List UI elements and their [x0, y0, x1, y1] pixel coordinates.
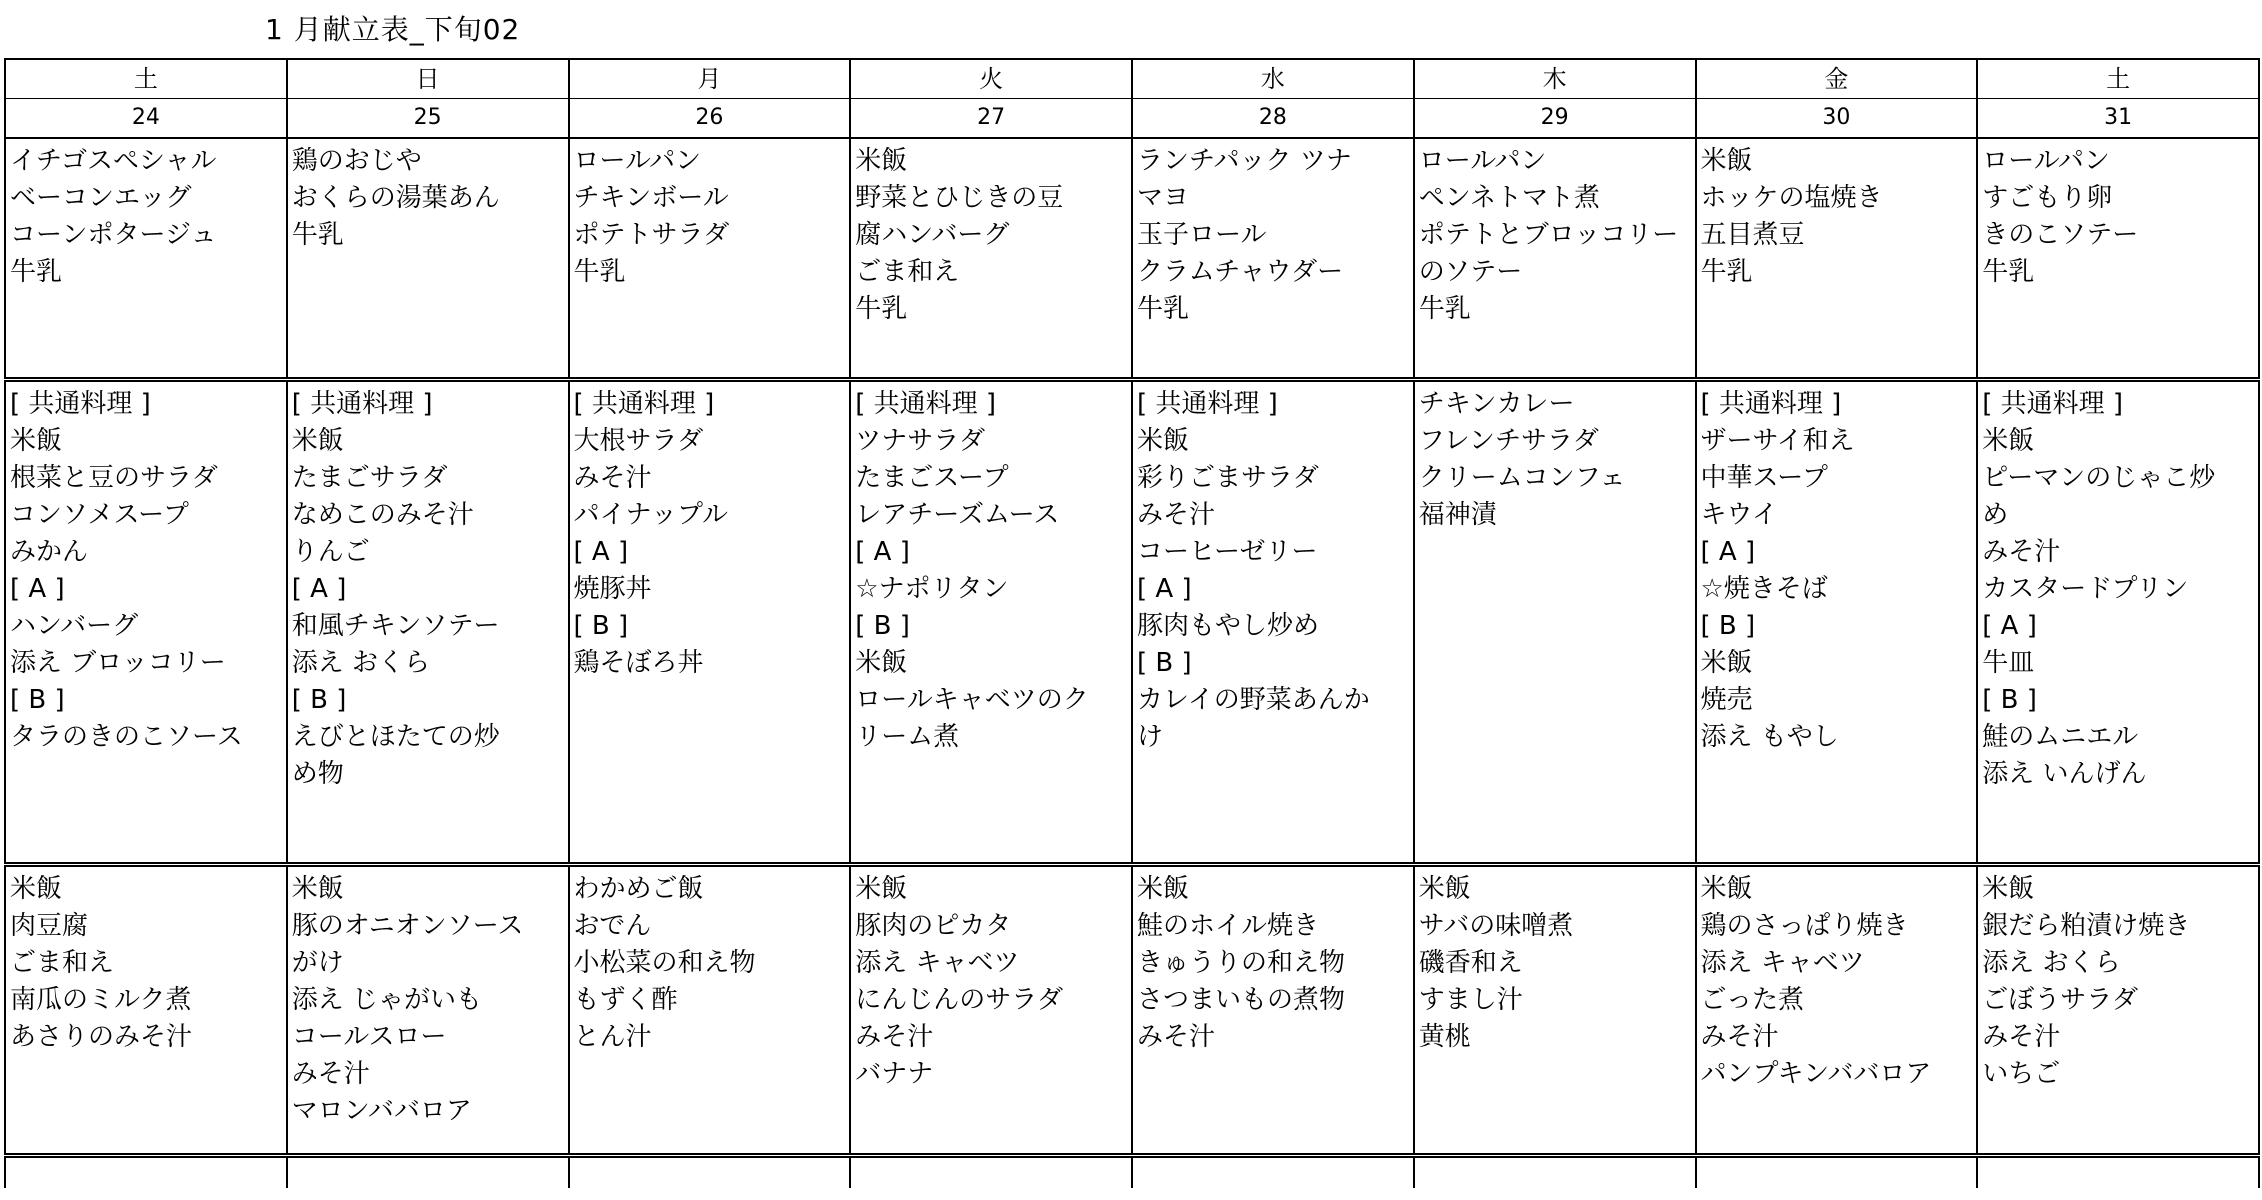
- menu-item: [ 共通料理 ]: [1137, 389, 1278, 419]
- menu-item: 米飯: [1137, 426, 1190, 456]
- menu-item: [ 共通料理 ]: [1982, 389, 2124, 419]
- menu-item: おくらの湯葉あん: [291, 183, 500, 213]
- menu-item: たまごスープ: [855, 463, 1009, 493]
- menu-item: コンソメスープ: [10, 500, 189, 530]
- menu-item: 添え いんげん: [1982, 759, 2147, 789]
- menu-item: ロールパン: [573, 146, 702, 176]
- menu-item: チキンカレー: [1418, 389, 1575, 419]
- menu-item: がけ: [291, 948, 344, 978]
- weekday-row: [5, 59, 2259, 99]
- menu-item: 五目煮豆: [1700, 220, 1805, 250]
- lunch-menu-cell: [1132, 380, 1414, 865]
- date-cell: 30: [1696, 99, 1978, 139]
- menu-item: ハンバーグ: [10, 611, 139, 641]
- dinner-row: [5, 865, 2259, 1156]
- menu-item: 牛乳: [1418, 294, 1471, 324]
- empty-cell: [1414, 1156, 1696, 1189]
- dinner-menu-cell: [5, 865, 287, 1156]
- menu-item: [ A ]: [10, 574, 65, 604]
- breakfast-menu-cell: [5, 138, 287, 380]
- menu-item: にんじんのサラダ: [855, 985, 1063, 1015]
- menu-item: とん汁: [573, 1022, 652, 1052]
- menu-item: ツナサラダ: [855, 426, 985, 456]
- menu-item: チキンボール: [573, 183, 729, 213]
- menu-item: [ 共通料理 ]: [10, 389, 151, 419]
- menu-item: わかめご飯: [573, 874, 704, 904]
- menu-item: [ 共通料理 ]: [573, 389, 715, 419]
- menu-item: 南瓜のミルク煮: [10, 985, 192, 1015]
- menu-item: みかん: [10, 537, 89, 567]
- menu-item: 米飯: [291, 874, 344, 904]
- menu-item: [ B ]: [1700, 611, 1756, 641]
- menu-item: 牛乳: [573, 257, 626, 287]
- lunch-menu-cell: [1977, 380, 2259, 865]
- menu-item: なめこのみそ汁: [291, 500, 474, 530]
- menu-item: えびとほたての炒: [291, 722, 500, 752]
- menu-item: [ A ]: [1700, 537, 1756, 567]
- menu-item: 大根サラダ: [573, 426, 704, 456]
- menu-item: 牛乳: [855, 294, 908, 324]
- breakfast-menu-cell: [1977, 138, 2259, 380]
- menu-item: ペンネトマト煮: [1418, 183, 1600, 213]
- menu-item: カスタードプリン: [1982, 574, 2189, 604]
- menu-item: 添え もやし: [1700, 722, 1839, 752]
- dinner-menu-cell: [287, 865, 569, 1156]
- menu-item: 添え じゃがいも: [291, 985, 483, 1015]
- menu-item: 牛乳: [1137, 294, 1190, 324]
- menu-item: [ 共通料理 ]: [1700, 389, 1842, 419]
- lunch-menu-cell: [1414, 380, 1696, 865]
- empty-cell: [5, 1156, 287, 1189]
- menu-item: すまし汁: [1418, 985, 1523, 1015]
- dinner-menu-cell: [850, 865, 1132, 1156]
- menu-item: ごった煮: [1700, 985, 1804, 1015]
- date-cell: 27: [850, 99, 1132, 139]
- menu-item: サバの味噌煮: [1418, 911, 1574, 941]
- menu-item: フレンチサラダ: [1418, 426, 1599, 456]
- date-cell: 26: [569, 99, 851, 139]
- menu-item: きのこソテー: [1982, 220, 2139, 250]
- menu-item: 鶏のさっぱり焼き: [1700, 911, 1909, 941]
- menu-item: 鶏そぼろ丼: [573, 648, 704, 678]
- breakfast-menu-cell: [1696, 138, 1978, 380]
- date-cell: 25: [287, 99, 569, 139]
- empty-cell: [1132, 1156, 1414, 1189]
- menu-item: みそ汁: [855, 1022, 934, 1052]
- weekday-cell: 土: [5, 59, 287, 99]
- menu-item: ベーコンエッグ: [10, 183, 192, 213]
- lunch-menu-cell: [287, 380, 569, 865]
- menu-item: [ A ]: [573, 537, 629, 567]
- menu-item: パンプキンババロア: [1700, 1059, 1932, 1089]
- menu-item: マロンババロア: [291, 1096, 472, 1126]
- menu-item: のソテー: [1418, 257, 1523, 287]
- weekday-cell: 月: [569, 59, 851, 99]
- empty-cell: [850, 1156, 1132, 1189]
- menu-item: さつまいもの煮物: [1137, 985, 1346, 1015]
- breakfast-menu-cell: [850, 138, 1132, 380]
- menu-item: 添え おくら: [291, 648, 431, 678]
- menu-item: め: [1982, 500, 2009, 530]
- menu-item: [ B ]: [573, 611, 629, 641]
- next-row-partial: [5, 1156, 2259, 1189]
- menu-item: 玉子ロール: [1137, 220, 1267, 250]
- menu-item: [ A ]: [1137, 574, 1192, 604]
- date-cell: 24: [5, 99, 287, 139]
- menu-item: いちご: [1982, 1059, 2061, 1089]
- breakfast-row: [5, 138, 2259, 380]
- menu-item: すごもり卵: [1982, 183, 2113, 213]
- menu-item: みそ汁: [1700, 1022, 1779, 1052]
- menu-item: みそ汁: [291, 1059, 370, 1089]
- menu-item: [ B ]: [291, 685, 347, 715]
- weekday-cell: 水: [1132, 59, 1414, 99]
- empty-cell: [1696, 1156, 1978, 1189]
- date-row: [5, 99, 2259, 139]
- menu-item: みそ汁: [1137, 1022, 1216, 1052]
- menu-item: 牛乳: [10, 257, 63, 287]
- menu-item: もずく酢: [573, 985, 678, 1015]
- menu-item: 米飯: [1137, 874, 1190, 904]
- menu-item: りんご: [291, 537, 370, 567]
- menu-item: ロールパン: [1418, 146, 1547, 176]
- menu-item: 牛乳: [291, 220, 344, 250]
- menu-item: クリームコンフェ: [1418, 463, 1626, 493]
- lunch-menu-cell: [5, 380, 287, 865]
- breakfast-menu-cell: [1414, 138, 1696, 380]
- menu-item: 牛乳: [1982, 257, 2035, 287]
- menu-item: コーンポタージュ: [10, 220, 217, 250]
- menu-item: 中華スープ: [1700, 463, 1828, 493]
- date-cell: 31: [1977, 99, 2259, 139]
- menu-item: 米飯: [855, 648, 908, 678]
- menu-item: みそ汁: [573, 463, 652, 493]
- menu-item: 豚のオニオンソース: [291, 911, 524, 941]
- menu-item: マヨ: [1137, 183, 1190, 213]
- menu-table: [4, 58, 2260, 1188]
- menu-item: 彩りごまサラダ: [1137, 463, 1319, 493]
- dinner-menu-cell: [1977, 865, 2259, 1156]
- menu-item: ☆焼きそば: [1700, 574, 1828, 604]
- menu-item: パイナップル: [573, 500, 728, 530]
- menu-item: バナナ: [855, 1059, 934, 1089]
- menu-item: クラムチャウダー: [1137, 257, 1344, 287]
- menu-item: 鶏のおじや: [291, 146, 422, 176]
- menu-item: [ B ]: [1982, 685, 2037, 715]
- weekday-cell: 火: [850, 59, 1132, 99]
- menu-item: 添え おくら: [1982, 948, 2121, 978]
- empty-cell: [287, 1156, 569, 1189]
- menu-item: カレイの野菜あんか: [1137, 685, 1370, 715]
- menu-item: 野菜とひじきの豆: [855, 183, 1064, 213]
- menu-item: おでん: [573, 911, 652, 941]
- lunch-row: [5, 380, 2259, 865]
- weekday-cell: 日: [287, 59, 569, 99]
- menu-item: ロールキャベツのク: [855, 685, 1089, 715]
- weekday-cell: 土: [1977, 59, 2259, 99]
- menu-item: [ A ]: [291, 574, 347, 604]
- menu-item: コールスロー: [291, 1022, 447, 1052]
- menu-item: ごま和え: [855, 257, 960, 287]
- menu-item: ロールパン: [1982, 146, 2110, 176]
- menu-item: 銀だら粕漬け焼き: [1982, 911, 2191, 941]
- menu-item: あさりのみそ汁: [10, 1022, 193, 1052]
- menu-item: レアチーズムース: [855, 500, 1060, 530]
- menu-item: コーヒーゼリー: [1137, 537, 1318, 567]
- empty-cell: [1977, 1156, 2259, 1189]
- menu-item: 米飯: [855, 146, 908, 176]
- menu-item: 米飯: [1700, 648, 1753, 678]
- menu-item: たまごサラダ: [291, 463, 448, 493]
- menu-item: 牛皿: [1982, 648, 2035, 678]
- menu-item: ピーマンのじゃこ炒: [1982, 463, 2216, 493]
- menu-item: 米飯: [10, 426, 63, 456]
- menu-item: [ 共通料理 ]: [291, 389, 433, 419]
- empty-cell: [569, 1156, 851, 1189]
- menu-item: 米飯: [10, 874, 63, 904]
- menu-item: [ A ]: [1982, 611, 2037, 641]
- menu-item: ザーサイ和え: [1700, 426, 1855, 456]
- menu-item: みそ汁: [1982, 1022, 2061, 1052]
- menu-item: みそ汁: [1137, 500, 1216, 530]
- menu-item: リーム煮: [855, 722, 960, 752]
- breakfast-menu-cell: [287, 138, 569, 380]
- dinner-menu-cell: [1414, 865, 1696, 1156]
- menu-item: 和風チキンソテー: [291, 611, 500, 641]
- menu-item: 磯香和え: [1418, 948, 1523, 978]
- menu-item: ☆ナポリタン: [855, 574, 1009, 604]
- menu-item: [ B ]: [10, 685, 65, 715]
- menu-item: 根菜と豆のサラダ: [10, 463, 218, 493]
- menu-item: 添え ブロッコリー: [10, 648, 226, 678]
- menu-item: 腐ハンバーグ: [855, 220, 1010, 250]
- lunch-menu-cell: [569, 380, 851, 865]
- menu-item: 小松菜の和え物: [573, 948, 756, 978]
- menu-item: 米飯: [1982, 874, 2035, 904]
- menu-item: 米飯: [1700, 146, 1753, 176]
- menu-item: 米飯: [855, 874, 908, 904]
- menu-item: 米飯: [1700, 874, 1753, 904]
- menu-item: け: [1137, 722, 1164, 752]
- menu-item: ランチパック ツナ: [1137, 146, 1352, 176]
- dinner-menu-cell: [569, 865, 851, 1156]
- menu-item: ホッケの塩焼き: [1700, 183, 1883, 213]
- date-cell: 28: [1132, 99, 1414, 139]
- weekday-cell: 木: [1414, 59, 1696, 99]
- menu-item: 福神漬: [1418, 500, 1497, 530]
- title-row: [0, 0, 2262, 60]
- menu-item: 牛乳: [1700, 257, 1753, 287]
- lunch-menu-cell: [1696, 380, 1978, 865]
- menu-item: ポテトとブロッコリー: [1418, 220, 1679, 250]
- menu-item: 添え キャベツ: [1700, 948, 1865, 978]
- menu-item: 焼売: [1700, 685, 1753, 715]
- menu-item: 豚肉のピカタ: [855, 911, 1012, 941]
- menu-item: 豚肉もやし炒め: [1137, 611, 1320, 641]
- menu-item: きゅうりの和え物: [1137, 948, 1346, 978]
- menu-item: 鮭のムニエル: [1982, 722, 2139, 752]
- menu-item: [ A ]: [855, 537, 910, 567]
- menu-item: タラのきのこソース: [10, 722, 243, 752]
- menu-item: キウイ: [1700, 500, 1778, 530]
- menu-item: 焼豚丼: [573, 574, 652, 604]
- menu-item: ポテトサラダ: [573, 220, 730, 250]
- date-cell: 29: [1414, 99, 1696, 139]
- menu-item: 米飯: [291, 426, 344, 456]
- menu-item: ごぼうサラダ: [1982, 985, 2138, 1015]
- weekday-cell: 金: [1696, 59, 1978, 99]
- menu-item: みそ汁: [1982, 537, 2061, 567]
- menu-item: [ B ]: [1137, 648, 1192, 678]
- menu-item: 肉豆腐: [10, 911, 89, 941]
- breakfast-menu-cell: [569, 138, 851, 380]
- page-title: 1 月献立表_下旬02: [265, 13, 521, 46]
- menu-item: [ B ]: [855, 611, 910, 641]
- menu-item: 米飯: [1982, 426, 2035, 456]
- menu-item: 米飯: [1418, 874, 1471, 904]
- lunch-menu-cell: [850, 380, 1132, 865]
- menu-item: め物: [291, 759, 344, 789]
- menu-item: ごま和え: [10, 948, 115, 978]
- menu-item: 黄桃: [1418, 1022, 1471, 1052]
- dinner-menu-cell: [1132, 865, 1414, 1156]
- menu-item: [ 共通料理 ]: [855, 389, 997, 419]
- breakfast-menu-cell: [1132, 138, 1414, 380]
- menu-item: 添え キャベツ: [855, 948, 1020, 978]
- menu-item: 鮭のホイル焼き: [1137, 911, 1320, 941]
- menu-item: イチゴスペシャル: [10, 146, 217, 176]
- dinner-menu-cell: [1696, 865, 1978, 1156]
